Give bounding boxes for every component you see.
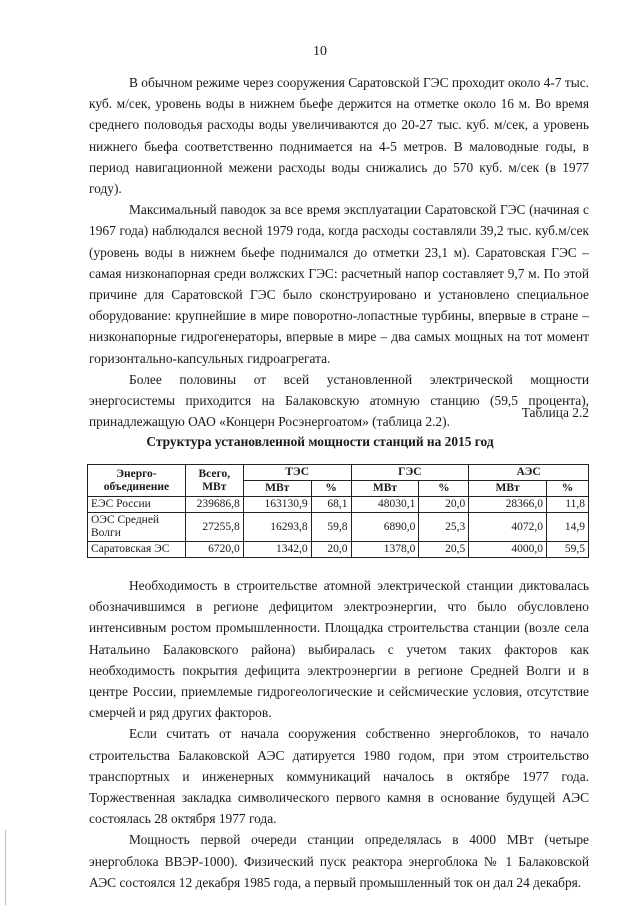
cell-tes-mw: 1342,0 xyxy=(243,542,311,558)
paragraph: Необходимость в строительстве атомной электрической станции диктовалась обозначившимся в регионе дефицитом электроэнергии, что было обусловлено интенсивным ростом промышленности. Площадка строительства станции (возле села Натальино Балаковского района) выбиралась с учетом таких факторов как необходимость покрытия дефицита электроэнергии в регионе Средней Волги и в центре России, приемлемые гидрогеологические и сейсмические условия, отсутствие смерчей и ряд других факторов. xyxy=(89,578,589,721)
cell-tes-mw: 163130,9 xyxy=(243,497,311,513)
paragraph: Более половины от всей установленной электрической мощности энергосистемы приходится на Балаковскую атомную станцию (59,5 процента), принадлежащую ОАО «Концерн Росэнергоатом» (таблица 2.2). xyxy=(89,371,589,430)
cell-total: 6720,0 xyxy=(185,542,243,558)
header-group-aes: АЭС xyxy=(469,465,589,481)
header-name: Энерго-объединение xyxy=(88,465,186,497)
cell-name: ОЭС Средней Волги xyxy=(88,513,186,542)
cell-ges-mw: 1378,0 xyxy=(351,542,419,558)
cell-aes-pct: 14,9 xyxy=(547,513,589,542)
page-number: 10 xyxy=(313,44,327,59)
subheader-mw: МВт xyxy=(243,481,311,497)
cell-ges-pct: 25,3 xyxy=(419,513,469,542)
cell-aes-pct: 59,5 xyxy=(547,542,589,558)
header-group-ges: ГЭС xyxy=(351,465,469,481)
cell-tes-pct: 68,1 xyxy=(311,497,351,513)
cell-total: 239686,8 xyxy=(185,497,243,513)
table-row xyxy=(88,513,589,542)
paragraph: В обычном режиме через сооружения Саратовской ГЭС проходит около 4-7 тыс. куб. м/сек, уровень воды в нижнем бьефе держится на отметке около 16 м. Во время среднего половодья расходы воды увеличиваются до 20-27 тыс. куб. м/сек, а уровень нижнего бьефа соответственно поднимается на 4-5 метров. В маловодные годы, в период навигационной межени расходы воды снижались до 570 куб. м/сек (в 1977 году). xyxy=(89,75,589,197)
cell-ges-pct: 20,0 xyxy=(419,497,469,513)
text-block-bottom xyxy=(89,575,589,893)
table-row xyxy=(88,497,589,513)
header-group-tes: ТЭС xyxy=(243,465,351,481)
subheader-mw: МВт xyxy=(351,481,419,497)
cell-aes-mw: 4072,0 xyxy=(469,513,547,542)
paragraph: Если считать от начала сооружения собственно энергоблоков, то начало строительства Балаковской АЭС датируется 1980 годом, при этом строительство транспортных и инженерных коммуникаций началось в октябре 1977 года. Торжественная закладка символического первого камня в основание будущей АЭС состоялась 28 октября 1977 года. xyxy=(89,726,589,827)
table-label: Таблица 2.2 xyxy=(521,405,589,420)
header-total: Всего, МВт xyxy=(185,465,243,497)
scan-edge-line xyxy=(5,830,6,905)
cell-aes-mw: 28366,0 xyxy=(469,497,547,513)
table-row xyxy=(88,542,589,558)
cell-ges-mw: 48030,1 xyxy=(351,497,419,513)
paragraph: Мощность первой очереди станции определялась в 4000 МВт (четыре энергоблока ВВЭР-1000). Физический пуск реактора энергоблока № 1 Балаковской АЭС состоялся 12 декабря 1985 года, а первый промышленный ток он дал 24 декабря. xyxy=(89,832,589,890)
cell-ges-pct: 20,5 xyxy=(419,542,469,558)
capacity-table xyxy=(87,464,589,558)
cell-name: ЕЭС России xyxy=(88,497,186,513)
cell-tes-pct: 59,8 xyxy=(311,513,351,542)
subheader-mw: МВт xyxy=(469,481,547,497)
cell-ges-mw: 6890,0 xyxy=(351,513,419,542)
table-title: Структура установленной мощности станций на 2015 год xyxy=(146,434,494,449)
cell-aes-pct: 11,8 xyxy=(547,497,589,513)
subheader-pct: % xyxy=(547,481,589,497)
cell-tes-mw: 16293,8 xyxy=(243,513,311,542)
cell-tes-pct: 20,0 xyxy=(311,542,351,558)
paragraph: Максимальный паводок за все время эксплуатации Саратовской ГЭС (начиная с 1967 года) наблюдался весной 1979 года, когда расходы составляли 39,2 тыс. куб.м/сек (уровень воды в нижнем бьефе поднимался до отметки 23,1 м). Саратовская ГЭС – самая низконапорная среди волжских ГЭС: расчетный напор составляет 9,7 м. По этой причине для Саратовской ГЭС было сконструировано и установлено специальное оборудование: крупнейшие в мире поворотно-лопастные турбины, впервые в стране – низконапорные гидрогенераторы, впервые в мире – два самых мощных на тот момент горизонтально-капсульных гидроагрегата. xyxy=(89,202,589,366)
subheader-pct: % xyxy=(311,481,351,497)
table-header-row xyxy=(88,465,589,481)
text-block-top xyxy=(89,72,589,432)
cell-aes-mw: 4000,0 xyxy=(469,542,547,558)
cell-name: Саратовская ЭС xyxy=(88,542,186,558)
cell-total: 27255,8 xyxy=(185,513,243,542)
subheader-pct: % xyxy=(419,481,469,497)
